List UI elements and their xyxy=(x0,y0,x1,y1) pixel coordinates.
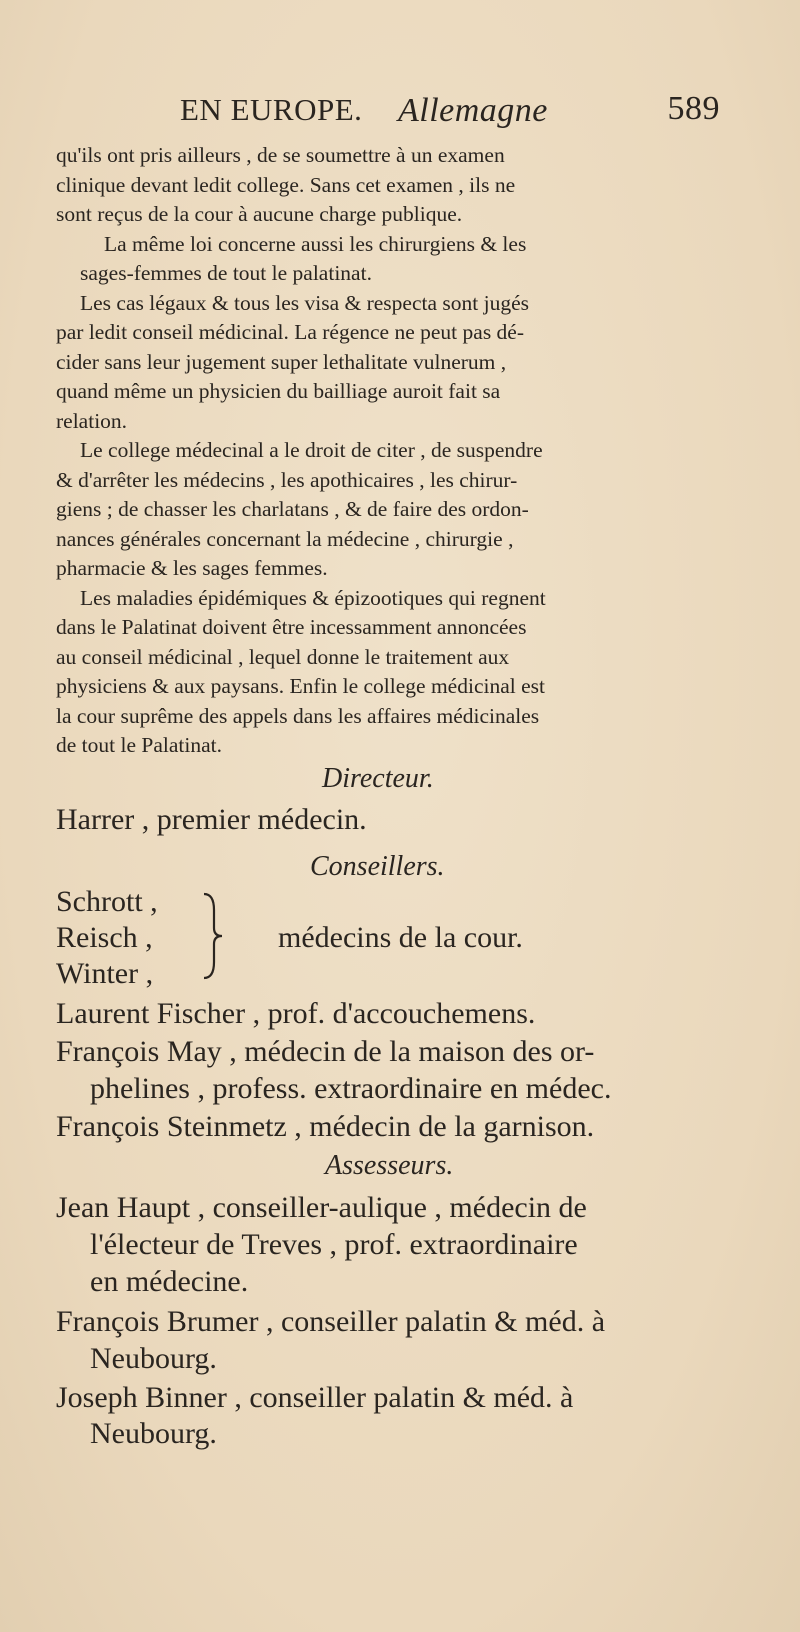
assessors-heading: Assesseurs. xyxy=(325,1150,454,1181)
text-line: sages-femmes de tout le palatinat. xyxy=(80,261,372,285)
assessor-entry: Joseph Binner , conseiller palatin & méd. à xyxy=(56,1381,574,1414)
text-line: quand même un physicien du bailliage auroit fait sa xyxy=(56,379,501,403)
paragraph xyxy=(56,436,722,584)
text-line: par ledit conseil médicinal. La régence ne peut pas dé- xyxy=(56,320,525,344)
paragraph xyxy=(56,584,722,761)
text-line: relation. xyxy=(56,408,128,433)
page-header xyxy=(150,88,730,132)
text-line: pharmacie & les sages femmes. xyxy=(56,556,328,580)
councillor-name: Winter , xyxy=(56,957,154,990)
councillor-name: Reisch , xyxy=(56,921,153,954)
paragraph xyxy=(56,289,722,437)
assessor-entry: Jean Haupt , conseiller-aulique , médecin de xyxy=(56,1191,587,1224)
staff-entry: François Steinmetz , médecin de la garnison. xyxy=(56,1110,595,1143)
text-line: giens ; de chasser les charlatans , & de faire des ordon- xyxy=(56,497,529,521)
text-line: sont reçus de la cour à aucune charge publique. xyxy=(56,202,463,226)
councillors-role: médecins de la cour. xyxy=(278,921,523,954)
text-line: la cour suprême des appels dans les affaires médicinales xyxy=(56,703,540,728)
councillors-heading: Conseillers. xyxy=(310,851,445,882)
assessor-entry-continuation: Neubourg. xyxy=(90,1342,217,1375)
staff-entry: Laurent Fischer , prof. d'accouchemens. xyxy=(56,997,536,1030)
text-line: cider sans leur jugement super lethalitate vulnerum , xyxy=(56,349,507,374)
paragraph xyxy=(56,141,722,230)
text-line: au conseil médicinal , lequel donne le traitement aux xyxy=(56,644,510,669)
director-entry: Harrer , premier médecin. xyxy=(56,803,367,836)
text-line: qu'ils ont pris ailleurs , de se soumettre à un examen xyxy=(56,143,505,167)
text-line: La même loi concerne aussi les chirurgiens & les xyxy=(104,231,527,256)
text-line: Le college médecinal a le droit de citer , de suspendre xyxy=(80,438,543,462)
director-heading: Directeur. xyxy=(322,763,434,794)
curly-brace-icon xyxy=(200,890,226,982)
body-text xyxy=(56,141,722,761)
page-number: 589 xyxy=(667,90,720,127)
staff-entry-continuation: phelines , profess. extraordinaire en médec. xyxy=(90,1072,612,1105)
text-line: clinique devant ledit college. Sans cet examen , ils ne xyxy=(56,172,516,197)
assessor-entry: François Brumer , conseiller palatin & méd. à xyxy=(56,1305,606,1338)
text-line: nances générales concernant la médecine , chirurgie , xyxy=(56,526,514,551)
text-line: Les maladies épidémiques & épizootiques qui regnent xyxy=(80,585,546,610)
assessor-entry-continuation: Neubourg. xyxy=(90,1417,217,1450)
country-title: Allemagne xyxy=(398,92,548,129)
text-line: & d'arrêter les médecins , les apothicaires , les chirur- xyxy=(56,467,518,492)
text-line: de tout le Palatinat. xyxy=(56,733,222,757)
text-line: dans le Palatinat doivent être incessamment annoncées xyxy=(56,615,527,639)
running-title: EN EUROPE. xyxy=(180,92,363,127)
staff-entry: François May , médecin de la maison des or- xyxy=(56,1035,595,1068)
text-line: Les cas légaux & tous les visa & respecta sont jugés xyxy=(80,290,530,315)
text-line: physiciens & aux paysans. Enfin le college médicinal est xyxy=(56,674,545,698)
councillor-name: Schrott , xyxy=(56,885,158,918)
assessor-entry-continuation: en médecine. xyxy=(90,1265,249,1298)
paragraph xyxy=(56,230,722,289)
assessor-entry-continuation: l'électeur de Treves , prof. extraordinaire xyxy=(90,1228,578,1261)
